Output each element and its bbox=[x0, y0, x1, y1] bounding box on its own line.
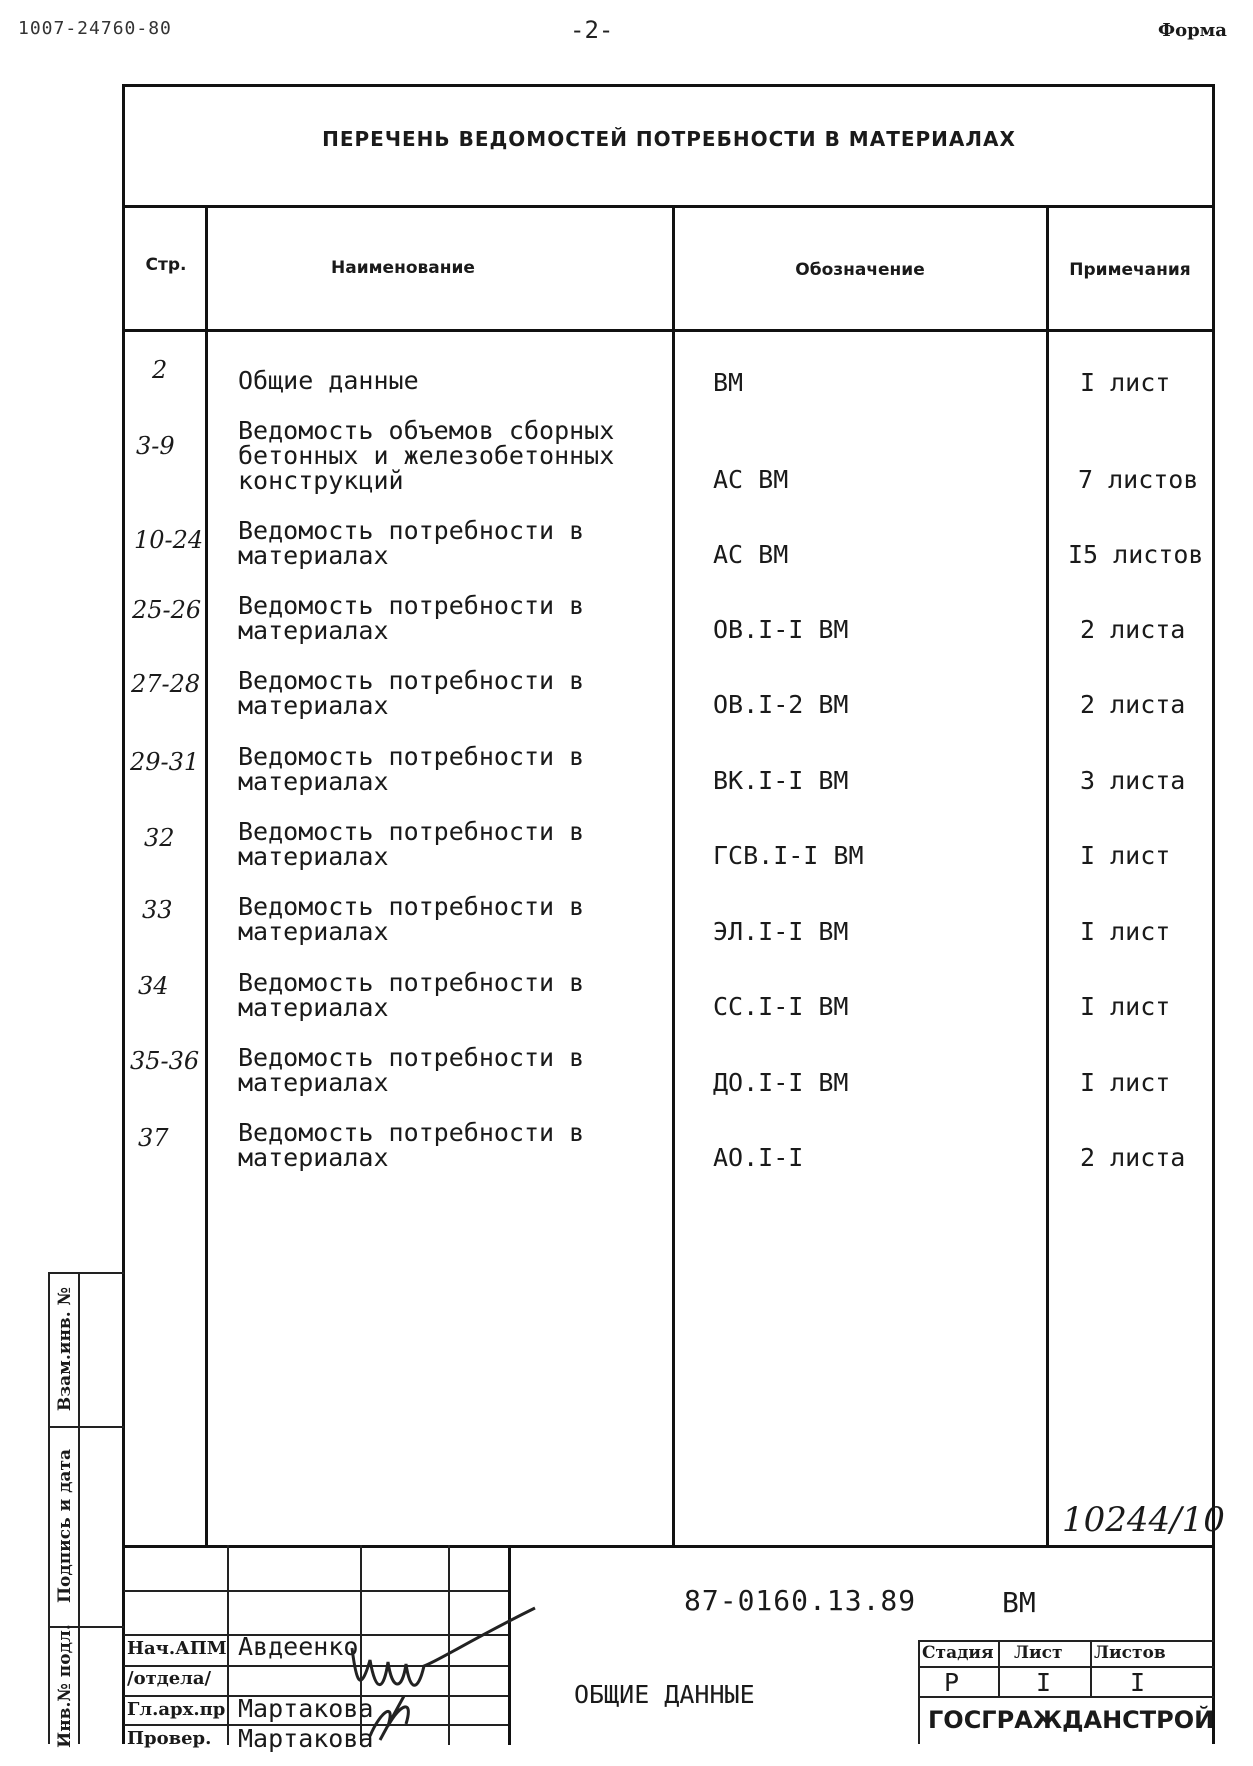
row-designation: АО.I-I bbox=[713, 1143, 804, 1172]
stamp-right-line-2 bbox=[918, 1666, 1214, 1668]
margin-field-signature: Подпись и дата bbox=[55, 1449, 75, 1604]
stamp-right-col-2 bbox=[998, 1640, 1000, 1696]
margin-strip-left bbox=[48, 1272, 50, 1744]
row-designation: АС ВМ bbox=[713, 540, 789, 569]
col-header-designation: Обозначение bbox=[795, 260, 925, 280]
stamp-right-line-3 bbox=[918, 1696, 1214, 1698]
row-page: 33 bbox=[142, 896, 173, 924]
stamp-right-line-1 bbox=[918, 1640, 1214, 1642]
margin-field-inventory: Инв.№ подл. bbox=[55, 1624, 75, 1748]
row-page: 35-36 bbox=[130, 1047, 200, 1075]
row-notes: I лист bbox=[1080, 841, 1171, 870]
stamp-role-1: Нач.АПМ bbox=[127, 1638, 227, 1659]
row-page: 10-24 bbox=[134, 526, 204, 554]
stamp-role-3: Гл.арх.пр bbox=[127, 1699, 226, 1720]
stamp-name-1: Авдеенко bbox=[238, 1632, 359, 1661]
col-sep-1 bbox=[205, 205, 208, 1545]
doc-code: 87-0160.13.89 bbox=[684, 1584, 917, 1617]
row-notes: 2 листа bbox=[1080, 615, 1186, 644]
sheets-header: Листов bbox=[1094, 1643, 1166, 1663]
stamp-top-line bbox=[124, 1545, 1214, 1548]
form-label: Форма bbox=[1158, 20, 1227, 41]
row-notes: I5 листов bbox=[1068, 540, 1204, 569]
row-designation: ЭЛ.I-I ВМ bbox=[713, 917, 849, 946]
row-notes: I лист bbox=[1080, 992, 1171, 1021]
stamp-row-line-1 bbox=[124, 1590, 510, 1592]
signature-2 bbox=[370, 1696, 408, 1740]
row-designation: ГСВ.I-I ВМ bbox=[713, 841, 864, 870]
stamp-right-col-3 bbox=[1090, 1640, 1092, 1696]
row-name: Ведомость потребности в материалах bbox=[238, 591, 585, 645]
row-name: Общие данные bbox=[238, 366, 419, 395]
col-sep-2 bbox=[672, 205, 675, 1545]
col-header-page: Стр. bbox=[145, 255, 187, 275]
row-name: Ведомость объемов сборных бетонных и железобетонных конструкций bbox=[238, 416, 615, 495]
page-marker: -2- bbox=[570, 16, 614, 44]
row-page: 2 bbox=[152, 356, 168, 384]
stage-value: Р bbox=[944, 1668, 960, 1697]
row-page: 27-28 bbox=[131, 670, 201, 698]
row-name: Ведомость потребности в материалах bbox=[238, 817, 585, 871]
organization: ГОСГРАЖДАНСТРОЙ bbox=[928, 1706, 1215, 1734]
row-page: 37 bbox=[138, 1124, 169, 1152]
frame-right bbox=[1212, 84, 1215, 1744]
margin-strip-mid bbox=[78, 1272, 80, 1744]
row-name: Ведомость потребности в материалах bbox=[238, 968, 585, 1022]
row-designation: ВК.I-I ВМ bbox=[713, 766, 849, 795]
sheet-value: I bbox=[1036, 1668, 1052, 1697]
sheet-title: ОБЩИЕ ДАННЫЕ bbox=[574, 1680, 755, 1709]
row-page: 34 bbox=[138, 972, 169, 1000]
row-notes: I лист bbox=[1080, 368, 1171, 397]
stamp-name-4: Мартакова bbox=[238, 1724, 374, 1753]
stamp-role-2: /отдела/ bbox=[127, 1668, 212, 1689]
header-bottom-line bbox=[124, 329, 1214, 332]
frame-left bbox=[122, 84, 125, 1744]
frame-top bbox=[124, 84, 1214, 87]
row-notes: I лист bbox=[1080, 917, 1171, 946]
row-designation: ОВ.I-I ВМ bbox=[713, 615, 849, 644]
row-notes: 2 листа bbox=[1080, 690, 1186, 719]
row-name: Ведомость потребности в материалах bbox=[238, 1118, 585, 1172]
document-title: ПЕРЕЧЕНЬ ВЕДОМОСТЕЙ ПОТРЕБНОСТИ В МАТЕРИАЛАХ bbox=[322, 127, 1016, 151]
row-notes: 2 листа bbox=[1080, 1143, 1186, 1172]
sheet-header: Лист bbox=[1014, 1643, 1063, 1663]
row-name: Ведомость потребности в материалах bbox=[238, 1043, 585, 1097]
stamp-role-4: Провер. bbox=[127, 1728, 212, 1749]
row-notes: 3 листа bbox=[1080, 766, 1186, 795]
stage-header: Стадия bbox=[922, 1643, 994, 1663]
row-notes: 7 листов bbox=[1078, 465, 1199, 494]
stamp-col-line-1 bbox=[227, 1545, 229, 1745]
row-page: 29-31 bbox=[130, 748, 200, 776]
stamp-right-col-1 bbox=[918, 1640, 920, 1744]
row-name: Ведомость потребности в материалах bbox=[238, 516, 585, 570]
row-notes: I лист bbox=[1080, 1068, 1171, 1097]
row-name: Ведомость потребности в материалах bbox=[238, 666, 585, 720]
top-left-code: 1007-24760-80 bbox=[18, 18, 172, 39]
row-name: Ведомость потребности в материалах bbox=[238, 742, 585, 796]
row-page: 32 bbox=[144, 824, 175, 852]
col-sep-3 bbox=[1046, 205, 1049, 1545]
signature-1 bbox=[352, 1608, 535, 1685]
row-name: Ведомость потребности в материалах bbox=[238, 892, 585, 946]
row-designation: АС ВМ bbox=[713, 465, 789, 494]
doc-suffix: ВМ bbox=[1002, 1586, 1036, 1619]
title-bottom-line bbox=[124, 205, 1214, 208]
archive-number: 10244/10 bbox=[1062, 1500, 1225, 1540]
stamp-name-3: Мартакова bbox=[238, 1694, 374, 1723]
sheets-value: I bbox=[1130, 1668, 1146, 1697]
col-header-name: Наименование bbox=[331, 258, 475, 278]
margin-field-replacement: Взам.инв. № bbox=[55, 1286, 75, 1412]
row-page: 25-26 bbox=[132, 596, 202, 624]
row-designation: ОВ.I-2 ВМ bbox=[713, 690, 849, 719]
row-designation: СС.I-I ВМ bbox=[713, 992, 849, 1021]
row-designation: ВМ bbox=[713, 368, 744, 397]
row-designation: ДО.I-I ВМ bbox=[713, 1068, 849, 1097]
col-header-notes: Примечания bbox=[1069, 260, 1191, 280]
row-page: 3-9 bbox=[136, 432, 175, 460]
signature-scribbles bbox=[340, 1600, 560, 1750]
